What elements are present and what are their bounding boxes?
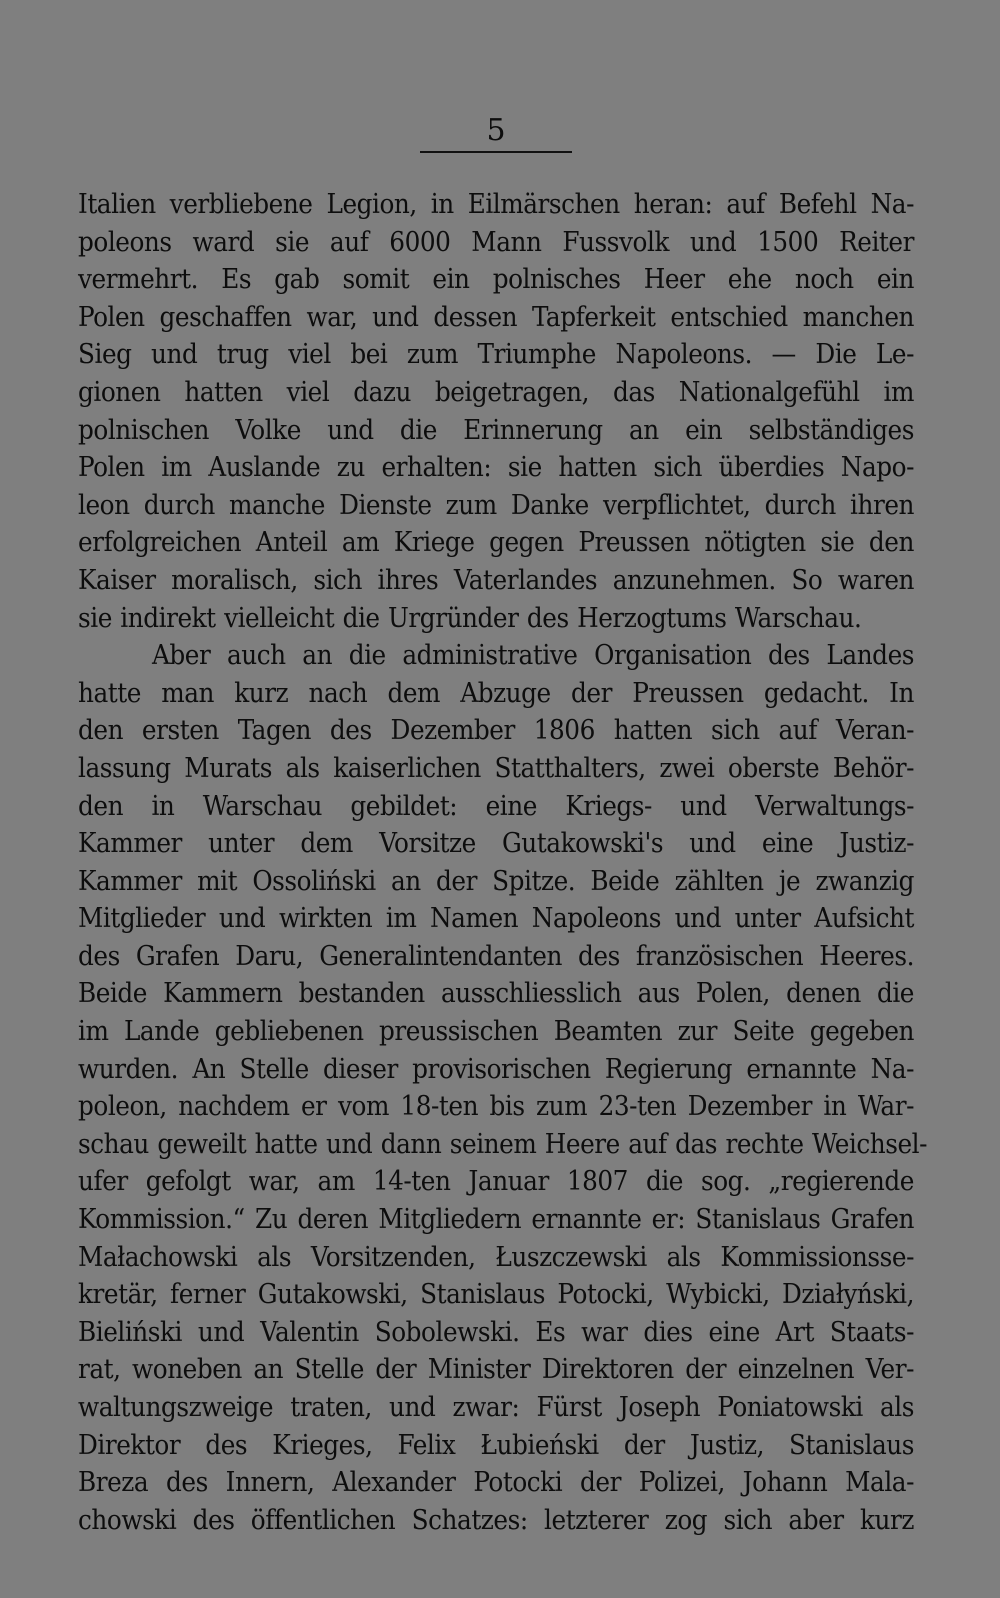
text-line: den in Warschau gebildet: eine Kriegs- und Verwaltungs-: [78, 789, 914, 822]
text-line: Polen geschaffen war, und dessen Tapferkeit entschied manchen: [78, 300, 914, 333]
text-line: lassung Murats als kaiserlichen Statthalters, zwei oberste Behör-: [78, 751, 914, 784]
text-line: den ersten Tagen des Dezember 1806 hatten sich auf Veran-: [78, 714, 914, 747]
text-line: Kammer mit Ossoliński an der Spitze. Beide zählten je zwanzig: [78, 864, 914, 897]
text-line: Aber auch an die administrative Organisation des Landes: [152, 639, 914, 672]
text-line: poleons ward sie auf 6000 Mann Fussvolk und 1500 Reiter: [78, 225, 914, 258]
text-line: Beide Kammern bestanden ausschliesslich aus Polen, denen die: [78, 977, 914, 1010]
text-line: rat, woneben an Stelle der Minister Direktoren der einzelnen Ver-: [78, 1353, 914, 1386]
text-line: chowski des öffentlichen Schatzes: letzterer zog sich aber kurz: [78, 1503, 914, 1536]
body-text: [78, 186, 928, 1539]
text-line: poleon, nachdem er vom 18-ten bis zum 23-ten Dezember in War-: [78, 1090, 914, 1123]
text-line: Direktor des Krieges, Felix Łubieński der Justiz, Stanislaus: [78, 1428, 914, 1461]
text-line: vermehrt. Es gab somit ein polnisches Heer ehe noch ein: [78, 263, 914, 296]
text-line: Mitglieder und wirkten im Namen Napoleons und unter Aufsicht: [78, 902, 914, 935]
text-line: waltungszweige traten, und zwar: Fürst Joseph Poniatowski als: [78, 1391, 914, 1423]
text-line: kretär, ferner Gutakowski, Stanislaus Potocki, Wybicki, Działyński,: [78, 1278, 914, 1311]
text-line: Sieg und trug viel bei zum Triumphe Napoleons. — Die Le-: [78, 338, 914, 371]
text-line: schau geweilt hatte und dann seinem Heere auf das rechte Weichsel-: [78, 1127, 928, 1160]
text-line: des Grafen Daru, Generalintendanten des französischen Heeres.: [78, 939, 914, 972]
text-line: Małachowski als Vorsitzenden, Łuszczewski als Kommissionsse-: [78, 1240, 914, 1273]
text-line: im Lande gebliebenen preussischen Beamten zur Seite gegeben: [78, 1015, 914, 1048]
text-line: Italien verbliebene Legion, in Eilmärschen heran: auf Befehl Na-: [78, 188, 914, 220]
text-line: sie indirekt vielleicht die Urgründer des Herzogtums Warschau.: [78, 601, 862, 634]
text-line: erfolgreichen Anteil am Kriege gegen Preussen nötigten sie den: [78, 526, 914, 559]
text-line: hatte man kurz nach dem Abzuge der Preussen gedacht. In: [78, 676, 914, 709]
text-line: Kammer unter dem Vorsitze Gutakowski's und eine Justiz-: [78, 827, 914, 860]
text-line: Breza des Innern, Alexander Potocki der Polizei, Johann Mala-: [78, 1466, 914, 1499]
text-line: Bieliński und Valentin Sobolewski. Es war dies eine Art Staats-: [78, 1315, 914, 1348]
text-line: leon durch manche Dienste zum Danke verpflichtet, durch ihren: [78, 488, 914, 521]
text-line: Kommission.“ Zu deren Mitgliedern ernannte er: Stanislaus Grafen: [78, 1203, 914, 1236]
header-rule: [420, 151, 572, 153]
page-number: 5: [486, 113, 506, 148]
text-line: ufer gefolgt war, am 14-ten Januar 1807 die sog. „regierende: [78, 1165, 914, 1198]
text-line: wurden. An Stelle dieser provisorischen Regierung ernannte Na-: [78, 1052, 914, 1085]
text-line: gionen hatten viel dazu beigetragen, das Nationalgefühl im: [78, 375, 914, 408]
text-line: Polen im Auslande zu erhalten: sie hatten sich überdies Napo-: [78, 451, 914, 484]
text-line: polnischen Volke und die Erinnerung an ein selbständiges: [78, 413, 914, 446]
text-line: Kaiser moralisch, sich ihres Vaterlandes anzunehmen. So waren: [78, 563, 914, 596]
